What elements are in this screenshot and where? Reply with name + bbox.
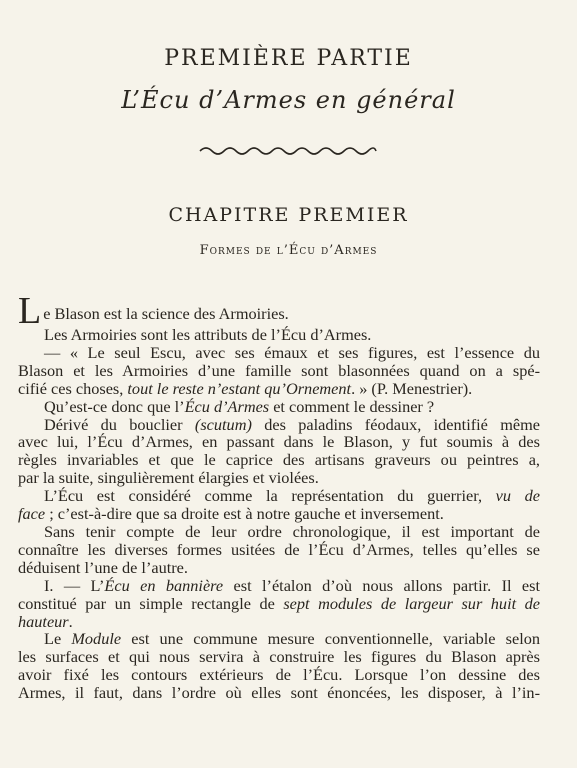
text-run: e Blason est la science des Armoiries. xyxy=(43,304,289,323)
text-line xyxy=(18,416,540,434)
text-run: Dérivé du bouclier xyxy=(44,414,195,434)
text-run: Armes, il faut, dans l’ordre où elles sont énoncées, les disposer, à l’in- xyxy=(18,683,540,703)
italic-text: Module xyxy=(71,629,122,649)
text-line xyxy=(18,505,540,523)
text-line xyxy=(18,595,540,613)
text-run: constitué par un simple rectangle de xyxy=(18,593,284,613)
italic-text: Écu d’Armes xyxy=(184,396,270,416)
text-run: — « Le seul Escu, avec ses émaux et ses figures, est l’essence du xyxy=(44,342,540,362)
text-line xyxy=(18,344,540,362)
text-line xyxy=(18,666,540,684)
italic-text: (scutum) xyxy=(194,414,252,434)
text-line xyxy=(18,630,540,648)
text-line xyxy=(18,451,540,469)
text-run: et comment le dessiner ? xyxy=(269,396,435,416)
chapter-title: CHAPITRE PREMIER xyxy=(168,204,409,226)
text-run: ; c’est-à-dire que sa droite est à notre gauche et inversement. xyxy=(45,504,444,524)
text-run: est l’étalon d’où nous allons partir. Il est xyxy=(223,575,541,595)
text-line xyxy=(18,469,540,487)
text-run: avoir fixé les contours extérieurs de l’Écu. Lorsque l’on dessine des xyxy=(18,665,540,685)
italic-text: sept modules de largeur sur huit de xyxy=(283,593,540,613)
drop-cap: L xyxy=(18,290,42,332)
text-run: Le xyxy=(44,629,72,649)
wavy-rule-ornament-icon xyxy=(198,143,378,159)
text-run: . xyxy=(68,611,73,631)
text-run: est une commune mesure conventionnelle, variable selon xyxy=(121,629,540,649)
text-line xyxy=(18,577,540,595)
text-run: les surfaces et qui nous servira à construire les figures du Blason après xyxy=(18,647,540,667)
italic-text: hauteur xyxy=(18,611,69,631)
text-line xyxy=(18,684,540,702)
part-title: PREMIÈRE PARTIE xyxy=(164,46,413,71)
italic-text: tout le reste n’estant qu’Ornement xyxy=(127,378,352,398)
text-line xyxy=(18,523,540,541)
text-line xyxy=(18,362,540,380)
text-line xyxy=(18,559,540,577)
text-line xyxy=(18,326,540,344)
text-run: Sans tenir compte de leur ordre chronologique, il est important de xyxy=(44,521,540,541)
italic-text: Écu en bannière xyxy=(104,575,224,595)
text-line xyxy=(18,398,540,416)
chapter-subtitle: Formes de l’Écu d’Armes xyxy=(199,243,378,258)
italic-text: vu de xyxy=(495,486,541,506)
text-line xyxy=(18,613,540,631)
text-run: connaître les diverses formes usitées de l’Écu d’Armes, telles qu’elles se xyxy=(18,539,540,559)
italic-text: face xyxy=(18,504,46,524)
text-run: avec lui, l’Écu d’Armes, en passant dans le Blason, y fut soumis à des xyxy=(18,432,540,452)
text-run: L’Écu est considéré comme la représentation du guerrier, xyxy=(44,486,496,506)
body-text xyxy=(18,290,541,703)
text-run: règles invariables et que le caprice des artisans graveurs ou peintres a, xyxy=(18,450,540,470)
text-run: déduisent l’une de l’autre. xyxy=(18,557,188,577)
text-run: Qu’est-ce donc que l’ xyxy=(44,396,185,416)
text-line xyxy=(18,648,540,666)
text-run: des paladins féodaux, identifié même xyxy=(251,414,540,434)
text-line xyxy=(18,541,540,559)
part-subtitle: L’Écu d’Armes en général xyxy=(121,86,456,114)
text-run: Blason et les Armoiries d’une famille sont blasonnées quand on a spé- xyxy=(18,360,540,380)
text-run: Les Armoiries sont les attributs de l’Écu d’Armes. xyxy=(44,325,372,344)
text-run: I. — L’ xyxy=(44,575,105,595)
text-line xyxy=(18,487,540,505)
text-run: cifié ces choses, xyxy=(18,378,128,398)
text-run: par la suite, singulièrement élargies et violées. xyxy=(18,468,319,488)
text-line xyxy=(18,290,540,332)
text-line xyxy=(18,433,540,451)
text-run: . » (P. Menestrier). xyxy=(351,378,473,398)
text-line xyxy=(18,380,540,398)
